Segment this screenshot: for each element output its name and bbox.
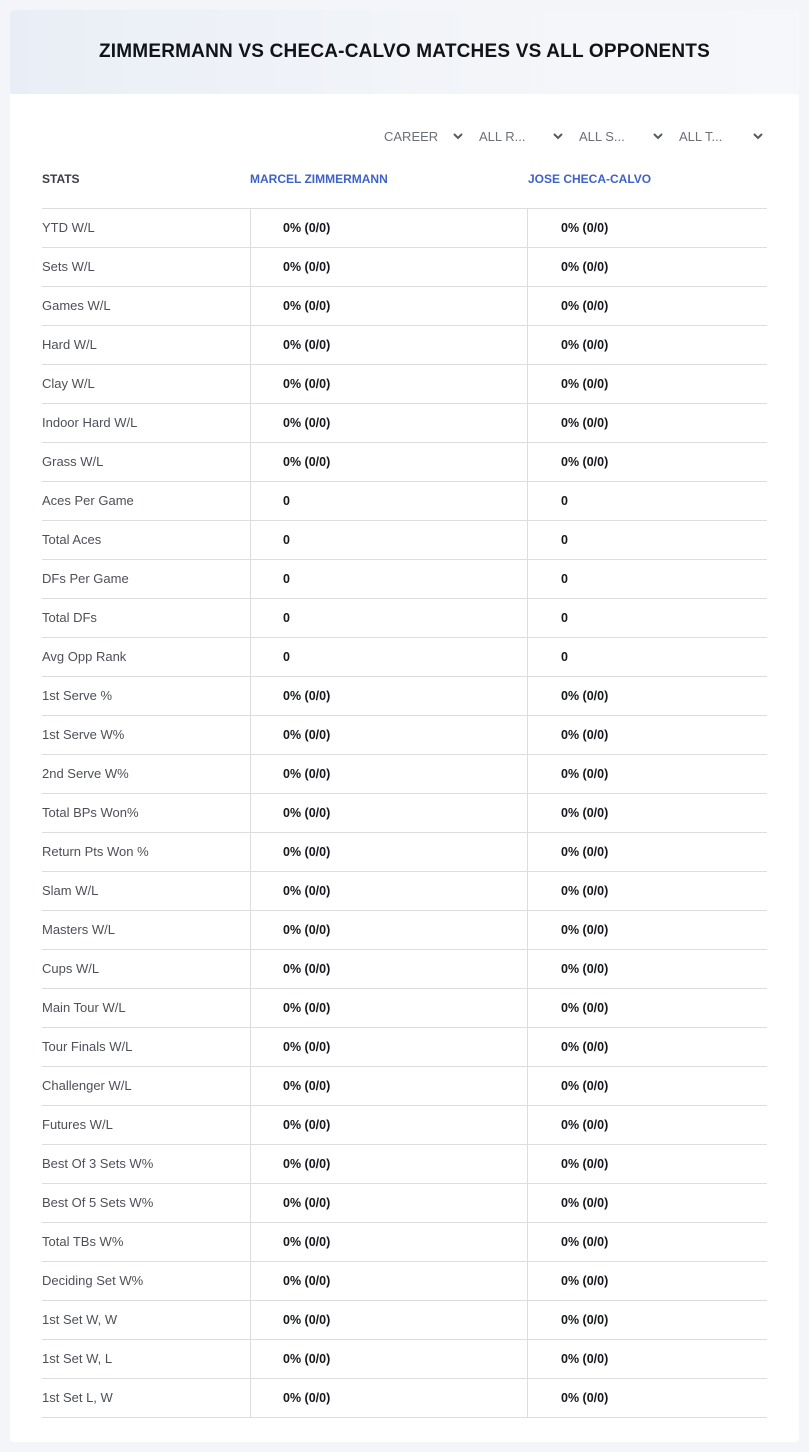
stat-label: Games W/L <box>42 298 111 313</box>
stat-label: Sets W/L <box>42 259 95 274</box>
chevron-down-icon <box>452 130 464 142</box>
stat-label: YTD W/L <box>42 220 95 235</box>
stat-label: 1st Set L, W <box>42 1390 113 1405</box>
table-row <box>42 1067 767 1106</box>
stats-card <box>10 10 799 1442</box>
table-row <box>42 248 767 287</box>
player1-stat-value: 0% (0/0) <box>250 1067 527 1105</box>
stat-label: Clay W/L <box>42 376 95 391</box>
player2-stat-value: 0% (0/0) <box>527 1145 767 1183</box>
player2-stat-value: 0 <box>527 521 767 559</box>
stat-label: 1st Serve % <box>42 688 113 703</box>
table-row <box>42 599 767 638</box>
stat-label: 1st Set W, L <box>42 1351 113 1366</box>
player2-stat-value: 0% (0/0) <box>527 1184 767 1222</box>
player2-stat-value: 0% (0/0) <box>527 1106 767 1144</box>
player1-stat-value: 0% (0/0) <box>250 1106 527 1144</box>
player2-stat-value: 0% (0/0) <box>527 1067 767 1105</box>
player1-stat-value: 0% (0/0) <box>250 872 527 910</box>
card-header <box>10 10 799 94</box>
stat-label: Total DFs <box>42 610 97 625</box>
table-row <box>42 1379 767 1418</box>
table-row <box>42 1106 767 1145</box>
header-stats: STATS <box>42 172 80 186</box>
filter-tournament-select[interactable] <box>679 124 764 148</box>
player1-stat-value: 0% (0/0) <box>250 1379 527 1417</box>
chevron-down-icon <box>752 130 764 142</box>
player2-stat-value: 0 <box>527 482 767 520</box>
table-row <box>42 755 767 794</box>
stat-label: Avg Opp Rank <box>42 649 127 664</box>
header-player1-link[interactable]: MARCEL ZIMMERMANN <box>250 172 388 186</box>
player2-stat-value: 0% (0/0) <box>527 1379 767 1417</box>
player1-stat-value: 0% (0/0) <box>250 1028 527 1066</box>
player1-stat-value: 0% (0/0) <box>250 989 527 1027</box>
player2-stat-value: 0% (0/0) <box>527 326 767 364</box>
stat-label: 1st Serve W% <box>42 727 125 742</box>
page-title: ZIMMERMANN VS CHECA-CALVO MATCHES VS ALL OPPONENTS <box>99 41 710 62</box>
filter-bar <box>10 124 799 148</box>
player1-stat-value: 0 <box>250 521 527 559</box>
player1-stat-value: 0% (0/0) <box>250 404 527 442</box>
player1-stat-value: 0% (0/0) <box>250 716 527 754</box>
stat-label: Masters W/L <box>42 922 115 937</box>
stat-label: Cups W/L <box>42 961 100 976</box>
stat-label: Hard W/L <box>42 337 97 352</box>
player2-stat-value: 0 <box>527 638 767 676</box>
player2-stat-value: 0% (0/0) <box>527 872 767 910</box>
player2-stat-value: 0% (0/0) <box>527 911 767 949</box>
player2-stat-value: 0% (0/0) <box>527 287 767 325</box>
stat-label: Grass W/L <box>42 454 104 469</box>
stat-label: Deciding Set W% <box>42 1273 144 1288</box>
filter-tournament-label: ALL T... <box>679 128 723 144</box>
player1-stat-value: 0 <box>250 482 527 520</box>
chevron-down-icon <box>552 130 564 142</box>
player1-stat-value: 0% (0/0) <box>250 1262 527 1300</box>
player1-stat-value: 0% (0/0) <box>250 287 527 325</box>
table-row <box>42 365 767 404</box>
table-row <box>42 1301 767 1340</box>
table-row <box>42 326 767 365</box>
table-row <box>42 677 767 716</box>
table-row <box>42 1028 767 1067</box>
table-row <box>42 287 767 326</box>
table-row <box>42 911 767 950</box>
player1-stat-value: 0 <box>250 599 527 637</box>
player1-stat-value: 0% (0/0) <box>250 326 527 364</box>
stat-label: Challenger W/L <box>42 1078 132 1093</box>
player2-stat-value: 0% (0/0) <box>527 794 767 832</box>
stat-label: DFs Per Game <box>42 571 129 586</box>
player2-stat-value: 0% (0/0) <box>527 716 767 754</box>
table-row <box>42 989 767 1028</box>
table-row <box>42 872 767 911</box>
player2-stat-value: 0% (0/0) <box>527 833 767 871</box>
player2-stat-value: 0% (0/0) <box>527 1301 767 1339</box>
player2-stat-value: 0% (0/0) <box>527 209 767 247</box>
stat-label: Aces Per Game <box>42 493 134 508</box>
chevron-down-icon <box>652 130 664 142</box>
player2-stat-value: 0% (0/0) <box>527 989 767 1027</box>
table-row <box>42 1340 767 1379</box>
player2-stat-value: 0% (0/0) <box>527 443 767 481</box>
table-row <box>42 404 767 443</box>
player1-stat-value: 0 <box>250 638 527 676</box>
player1-stat-value: 0% (0/0) <box>250 833 527 871</box>
table-row <box>42 1184 767 1223</box>
player1-stat-value: 0% (0/0) <box>250 755 527 793</box>
player1-stat-value: 0% (0/0) <box>250 911 527 949</box>
stat-label: Futures W/L <box>42 1117 113 1132</box>
table-row <box>42 1262 767 1301</box>
player2-stat-value: 0 <box>527 599 767 637</box>
table-row <box>42 482 767 521</box>
filter-round-label: ALL R... <box>479 128 526 144</box>
table-row <box>42 716 767 755</box>
player2-stat-value: 0% (0/0) <box>527 248 767 286</box>
filter-round-select[interactable] <box>479 124 564 148</box>
filter-surface-select[interactable] <box>579 124 664 148</box>
table-row <box>42 560 767 599</box>
stats-table <box>42 208 767 1418</box>
stat-label: Tour Finals W/L <box>42 1039 133 1054</box>
table-header <box>42 170 767 190</box>
stat-label: Best Of 3 Sets W% <box>42 1156 154 1171</box>
player1-stat-value: 0% (0/0) <box>250 443 527 481</box>
player1-stat-value: 0% (0/0) <box>250 1184 527 1222</box>
player1-stat-value: 0% (0/0) <box>250 950 527 988</box>
player1-stat-value: 0% (0/0) <box>250 248 527 286</box>
table-row <box>42 950 767 989</box>
player1-stat-value: 0% (0/0) <box>250 209 527 247</box>
player1-stat-value: 0% (0/0) <box>250 794 527 832</box>
filter-period-label: CAREER <box>384 128 439 144</box>
stat-label: Total TBs W% <box>42 1234 124 1249</box>
table-row <box>42 443 767 482</box>
table-row <box>42 521 767 560</box>
stat-label: 1st Set W, W <box>42 1312 118 1327</box>
player1-stat-value: 0% (0/0) <box>250 365 527 403</box>
filter-surface-label: ALL S... <box>579 128 625 144</box>
stat-label: Main Tour W/L <box>42 1000 126 1015</box>
player2-stat-value: 0% (0/0) <box>527 950 767 988</box>
table-row <box>42 1223 767 1262</box>
stat-label: Best Of 5 Sets W% <box>42 1195 154 1210</box>
table-row <box>42 638 767 677</box>
player1-stat-value: 0% (0/0) <box>250 1145 527 1183</box>
player2-stat-value: 0 <box>527 560 767 598</box>
player2-stat-value: 0% (0/0) <box>527 677 767 715</box>
filter-period-select[interactable] <box>384 124 464 148</box>
stat-label: Total BPs Won% <box>42 805 139 820</box>
player1-stat-value: 0% (0/0) <box>250 1223 527 1261</box>
stat-label: Slam W/L <box>42 883 99 898</box>
player2-stat-value: 0% (0/0) <box>527 404 767 442</box>
table-row <box>42 1145 767 1184</box>
stat-label: Indoor Hard W/L <box>42 415 138 430</box>
player2-stat-value: 0% (0/0) <box>527 1262 767 1300</box>
player2-stat-value: 0% (0/0) <box>527 365 767 403</box>
player1-stat-value: 0% (0/0) <box>250 1340 527 1378</box>
player1-stat-value: 0% (0/0) <box>250 677 527 715</box>
player1-stat-value: 0 <box>250 560 527 598</box>
player2-stat-value: 0% (0/0) <box>527 755 767 793</box>
table-row <box>42 209 767 248</box>
header-player2-link[interactable]: JOSE CHECA-CALVO <box>528 172 652 186</box>
stat-label: Return Pts Won % <box>42 844 149 859</box>
player2-stat-value: 0% (0/0) <box>527 1223 767 1261</box>
player1-stat-value: 0% (0/0) <box>250 1301 527 1339</box>
stat-label: 2nd Serve W% <box>42 766 129 781</box>
table-row <box>42 794 767 833</box>
stat-label: Total Aces <box>42 532 102 547</box>
table-row <box>42 833 767 872</box>
player2-stat-value: 0% (0/0) <box>527 1028 767 1066</box>
player2-stat-value: 0% (0/0) <box>527 1340 767 1378</box>
